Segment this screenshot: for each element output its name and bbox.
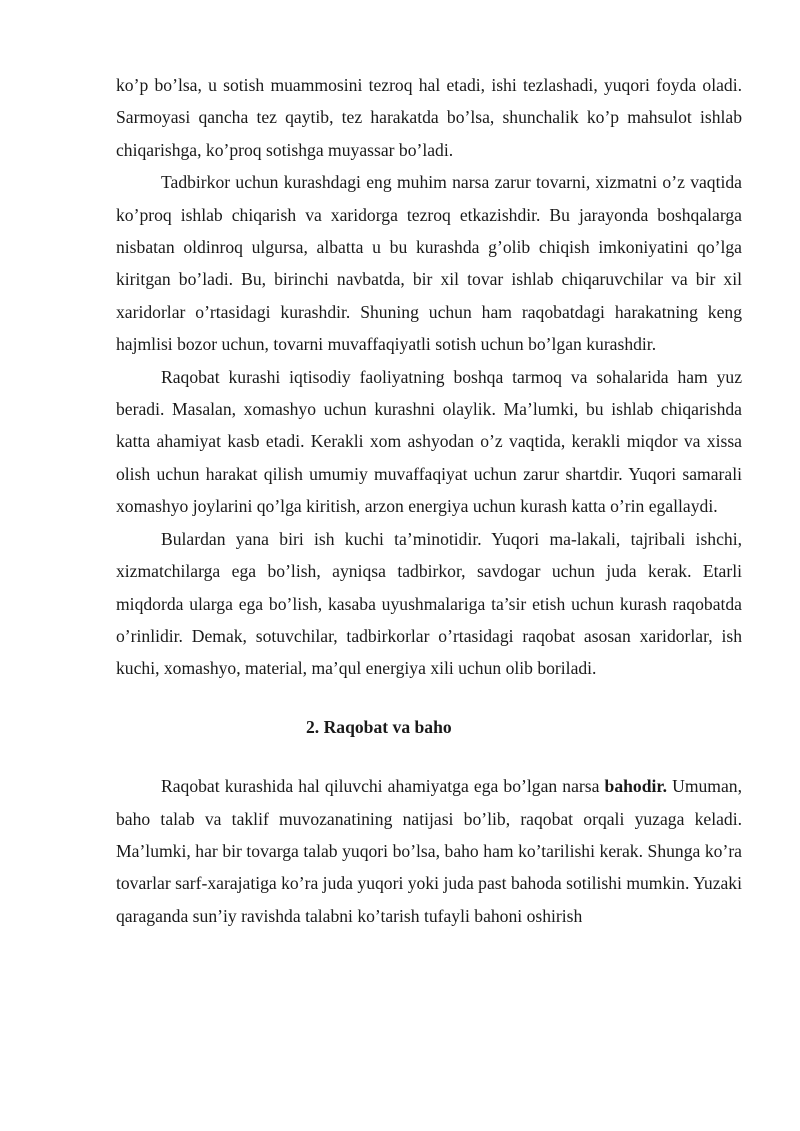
paragraph-competition-raw-materials: Raqobat kurashi iqtisodiy faoliyatning boshqa tarmoq va sohalarida ham yuz beradi. Masalan, xomashyo uchun kurashni olaylik. Ma’lumki, bu ishlab chiqarishda katta ahamiyat kasb etadi. Kerakli xom ashyodan o’z vaqtida, kerakli miqdor va xissa olish uchun harakat qilish umumiy muvaffaqiyat uchun zarur shartdir. Yuqori samarali xomashyo joylarini qo’lga kiritish, arzon energiya uchun kurash katta o’rin egallaydi. (116, 366, 742, 517)
paragraph-labor-supply: Bulardan yana biri ish kuchi ta’minotidir. Yuqori ma-lakali, tajribali ishchi, xizmatchilarga ega bo’lish, ayniqsa tadbirkor, savdogar uchun juda kerak. Etarli miqdorda ularga ega bo’lish, kasaba uyushmalariga ta’sir etish uchun kurash raqobatda o’rinlidir. Demak, sotuvchilar, tadbirkorlar o’rtasidagi raqobat asosan xaridorlar, ish kuchi, xomashyo, material, ma’qul energiya xili uchun olib boriladi. (116, 528, 742, 679)
paragraph-entrepreneur: Tadbirkor uchun kurashdagi eng muhim narsa zarur tovarni, xizmatni o’z vaqtida ko’proq ishlab chiqarish va xaridorga tezroq etkazishdir. Bu jarayonda boshqalarga nisbatan oldinroq ulgursa, albatta u bu kurashda g’olib chiqish imkoniyatini qo’lga kiritgan bo’ladi. Bu, birinchi navbatda, bir xil tovar ishlab chiqaruvchilar va bir xil xaridorlar o’rtasidagi kurashdir. Shuning uchun ham raqobatdagi harakatning keng hajmlisi bozor uchun, tovarni muvaffaqiyatli sotish uchun bo’lgan kurashdir. (116, 172, 742, 355)
document-page (116, 69, 742, 932)
paragraph-price (116, 770, 742, 932)
paragraph-price-text-end: Umuman, baho talab va taklif muvozanatining natijasi bo’lib, raqobat orqali yuzaga keladi. Ma’lumki, har bir tovarga talab yuqori bo’lsa, baho ham ko’tarilishi kerak. Shunga ko’ra tovarlar sarf-xarajatiga ko’ra juda yuqori yoki juda past bahoda sotilishi mumkin. Yuzaki qaraganda sun’iy ravishda talabni ko’tarish tufayli bahoni oshirish (116, 776, 742, 926)
section-heading: 2. Raqobat va baho (306, 716, 452, 737)
paragraph-price-text-start: Raqobat kurashida hal qiluvchi ahamiyatga ega bo’lgan narsa (161, 776, 605, 797)
paragraph-continuation: ko’p bo’lsa, u sotish muammosini tezroq hal etadi, ishi tezlashadi, yuqori foyda oladi. Sarmoyasi qancha tez qaytib, tez harakatda bo’lsa, shunchalik ko’p mahsulot ishlab chiqarishga, ko’proq sotishga muyassar bo’ladi. (116, 75, 742, 160)
paragraph-price-bold-term: bahodir. (604, 776, 667, 797)
